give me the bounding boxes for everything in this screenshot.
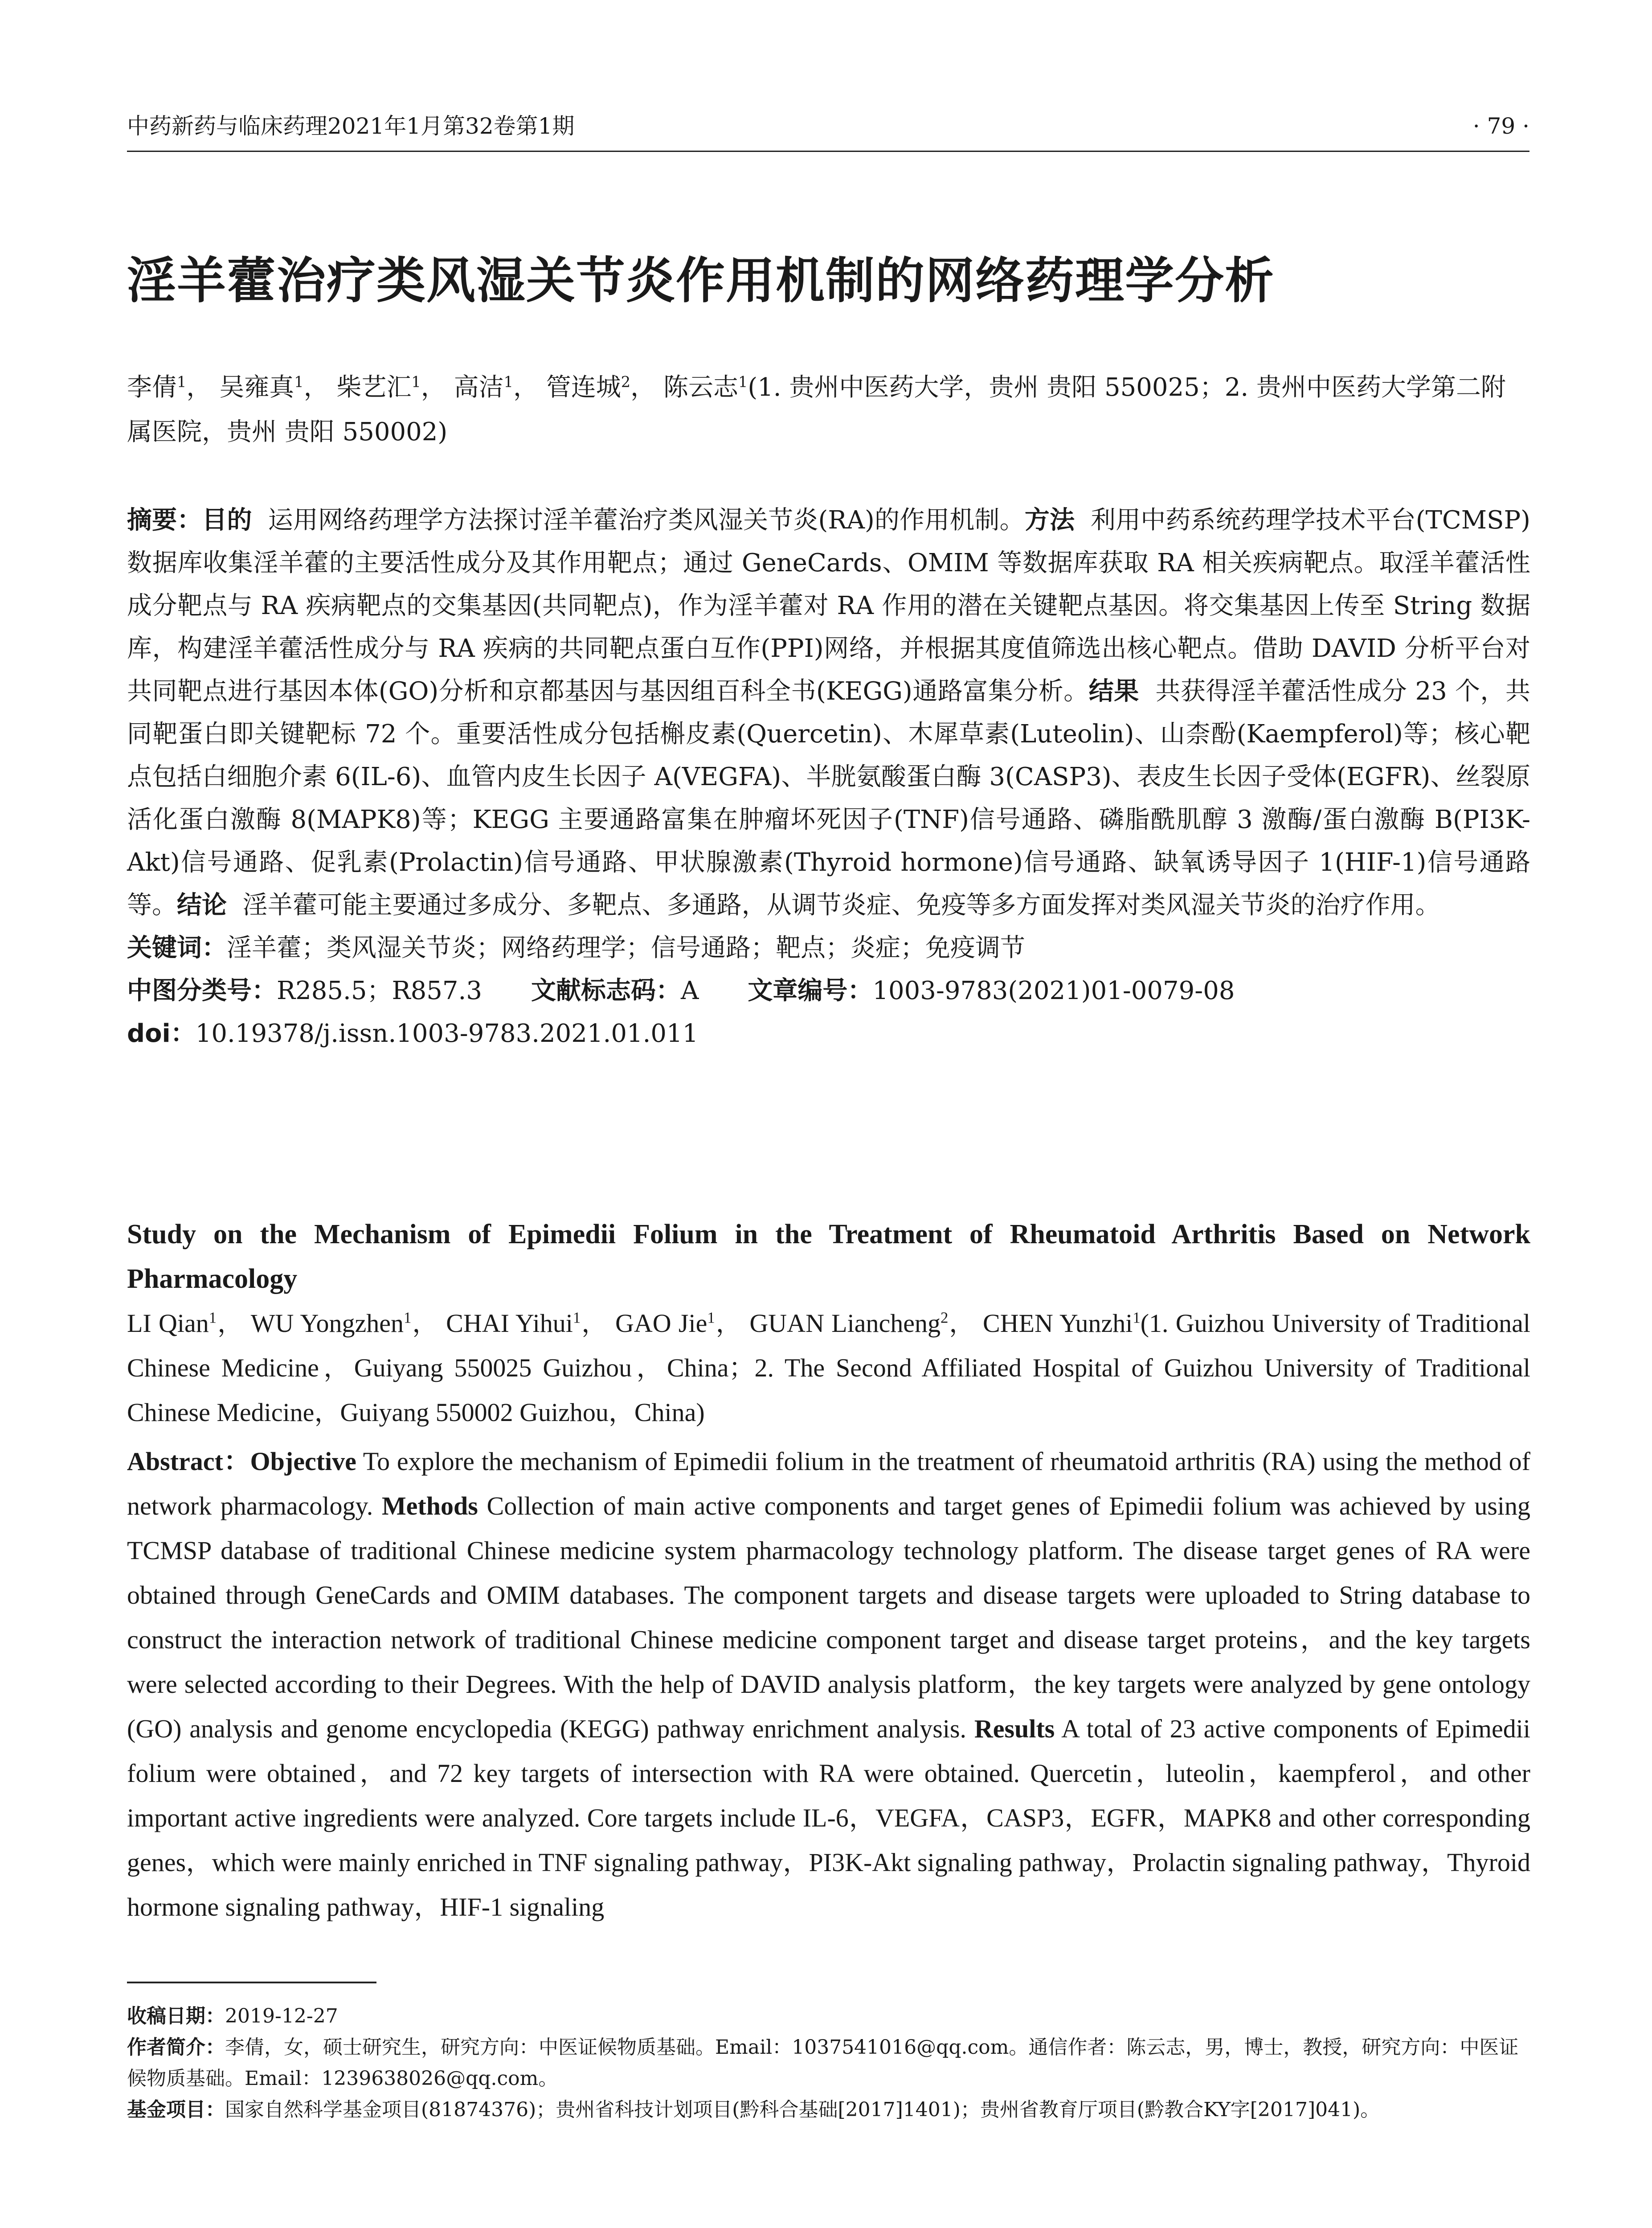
journal-issue: 中药新药与临床药理2021年1月第32卷第1期 xyxy=(127,113,575,139)
received-value: 2019-12-27 xyxy=(225,2005,338,2027)
chinese-title: 淫羊藿治疗类风湿关节炎作用机制的网络药理学分析 xyxy=(127,252,1275,309)
results-label: 结果 xyxy=(1088,677,1139,706)
en-author: LI Qian$^1$ xyxy=(127,1309,217,1338)
classification-line xyxy=(127,970,1530,1012)
en-author: WU Yongzhen$^1$ xyxy=(250,1309,412,1338)
en-results-text: A total of 23 active components of Epimedii folium were obtained，and 72 key targets of intersection with RA were obtained. Quercetin，luteolin，kaempferol，and other important active ingredients were analyzed. Core targets include IL-6，VEGFA，CASP3，EGFR，MAPK8 and other corresponding genes，which were mainly enriched in TNF signaling pathway，PI3K-Akt signaling pathway，Prolactin signaling pathway，Thyroid hormone signaling pathway，HIF-1 signaling xyxy=(127,1714,1531,1921)
english-authors: LI Qian$^1$， WU Yongzhen$^1$， CHAI Yihui$^1$， GAO Jie$^1$， GUAN Liancheng$^2$， CHEN Yunzhi$^1$(1. Guizhou University of Traditional Chinese Medicine，Guiyang 550025 Guizhou，China；2. The Second Affiliated Hospital of Guizhou University of Traditional Chinese Medicine，Guiyang 550002 Guizhou，China) xyxy=(127,1309,1530,1427)
cn-abstract-body xyxy=(127,499,1530,927)
en-methods-label: Methods xyxy=(381,1491,478,1520)
en-author: GUAN Liancheng$^2$ xyxy=(749,1309,949,1338)
methods-text: 利用中药系统药理学技术平台(TCMSP)数据库收集淫羊藿的主要活性成分及其作用靶点；通过 GeneCards、OMIM 等数据库获取 RA 相关疾病靶点。取淫羊藿活性成分靶点与 RA 疾病靶点的交集基因(共同靶点)，作为淫羊藿对 RA 作用的潜在关键靶点基因。将交集基因上传至 String 数据库，构建淫羊藿活性成分与 RA 疾病的共同靶点蛋白互作(PPI)网络，并根据其度值筛选出核心靶点。借助 DAVID 分析平台对共同靶点进行基因本体(GO)分析和京都基因与基因组百科全书(KEGG)通路富集分析。 xyxy=(127,506,1531,706)
en-affiliations: (1. Guizhou University of Traditional Chinese Medicine，Guiyang 550025 Guizhou，China；2. The Second Affiliated Hospital of Guizhou University of Traditional Chinese Medicine，Guiyang 550002 Guizhou，China) xyxy=(127,1309,1530,1427)
doi-value[interactable]: 10.19378/j.issn.1003-9783.2021.01.011 xyxy=(195,1019,699,1048)
en-author: GAO Jie$^1$ xyxy=(615,1309,715,1338)
running-header xyxy=(127,111,1529,142)
received-label: 收稿日期： xyxy=(127,2005,225,2027)
article-no-value: 1003-9783(2021)01-0079-08 xyxy=(872,976,1235,1005)
footnotes xyxy=(127,2001,1530,2126)
en-objective-text: To explore the mechanism of Epimedii folium in the treatment of rheumatoid arthritis (RA) using the method of network pharmacology. xyxy=(127,1447,1530,1520)
cn-author: 柴艺汇$^1$ xyxy=(336,373,421,402)
abstract-label: 摘要： xyxy=(127,506,202,535)
doi-line xyxy=(127,1012,1530,1055)
page-number: · 79 · xyxy=(1472,113,1529,139)
received-date xyxy=(127,2001,1530,2032)
conclusion-text: 淫羊藿可能主要通过多成分、多靶点、多通路，从调节炎症、免疫等多方面发挥对类风湿关节炎的治疗作用。 xyxy=(242,891,1440,920)
en-author: CHEN Yunzhi$^1$ xyxy=(983,1309,1141,1338)
header-divider xyxy=(127,151,1529,152)
keywords-text: 淫羊藿；类风湿关节炎；网络药理学；信号通路；靶点；炎症；免疫调节 xyxy=(227,934,1025,962)
cn-author: 陈云志$^1$ xyxy=(663,373,748,402)
doc-code-value: A xyxy=(680,976,699,1005)
methods-label: 方法 xyxy=(1024,506,1075,535)
author-info xyxy=(127,2032,1530,2094)
chinese-authors: 李倩$^1$， 吴雍真$^1$， 柴艺汇$^1$， 高洁$^1$， 管连城$^2$， 陈云志$^1$(1. 贵州中医药大学，贵州 贵阳 550025；2. 贵州中医药大学第二附属医院，贵州 贵阳 550002) xyxy=(127,373,1506,446)
author-info-text: 李倩，女，硕士研究生，研究方向：中医证候物质基础。Email：1037541016@qq.com。通信作者：陈云志，男，博士，教授，研究方向：中医证候物质基础。Email：1239638026@qq.com。 xyxy=(127,2036,1519,2090)
fund-text: 国家自然科学基金项目(81874376)；贵州省科技计划项目(黔科合基础[2017]1401)；贵州省教育厅项目(黔教合KY字[2017]041)。 xyxy=(225,2098,1380,2121)
cn-author: 李倩$^1$ xyxy=(127,373,187,402)
fund-label: 基金项目： xyxy=(127,2098,225,2121)
results-text: 共获得淫羊藿活性成分 23 个，共同靶蛋白即关键靶标 72 个。重要活性成分包括槲皮素(Quercetin)、木犀草素(Luteolin)、山柰酚(Kaempferol)等；核心靶点包括白细胞介素 6(IL-6)、血管内皮生长因子 A(VEGFA)、半胱氨酸蛋白酶 3(CASP3)、表皮生长因子受体(EGFR)、丝裂原活化蛋白激酶 8(MAPK8)等；KEGG 主要通路富集在肿瘤坏死因子(TNF)信号通路、磷脂酰肌醇 3 激酶/蛋白激酶 B(PI3K-Akt)信号通路、促乳素(Prolactin)信号通路、甲状腺激素(Thyroid hormone)信号通路、缺氧诱导因子 1(HIF-1)信号通路等。 xyxy=(127,677,1531,920)
article-no-label: 文章编号： xyxy=(748,976,873,1005)
objective-label: 目的 xyxy=(202,506,252,535)
chinese-abstract xyxy=(127,499,1530,1055)
en-objective-label: Objective xyxy=(250,1447,356,1476)
keywords-label: 关键词： xyxy=(127,934,227,962)
en-methods-text: Collection of main active components and target genes of Epimedii folium was achieved by using TCMSP database of traditional Chinese medicine system pharmacology technology platform. The disease target genes of RA were obtained through GeneCards and OMIM databases. The component targets and disease targets were uploaded to String database to construct the interaction network of traditional Chinese medicine component target and disease target proteins，and the key targets were selected according to their Degrees. With the help of DAVID analysis platform，the key targets were analyzed by gene ontology (GO) analysis and genome encyclopedia (KEGG) pathway enrichment analysis. xyxy=(127,1491,1531,1743)
cn-author: 高洁$^1$ xyxy=(454,373,513,402)
cn-author: 管连城$^2$ xyxy=(546,373,631,402)
author-info-label: 作者简介： xyxy=(127,2036,225,2059)
doi-label: doi： xyxy=(127,1019,196,1048)
doc-code-label: 文献标志码： xyxy=(531,976,681,1005)
english-title: Study on the Mechanism of Epimedii Folium in the Treatment of Rheumatoid Arthritis Based on Network Pharmacology xyxy=(127,1219,1530,1294)
clc-label: 中图分类号： xyxy=(127,976,277,1005)
objective-text: 运用网络药理学方法探讨淫羊藿治疗类风湿关节炎(RA)的作用机制。 xyxy=(268,506,1025,535)
cn-author: 吴雍真$^1$ xyxy=(219,373,304,402)
footnote-divider xyxy=(127,1982,376,1983)
conclusion-label: 结论 xyxy=(177,891,227,920)
cn-affiliations: (1. 贵州中医药大学，贵州 贵阳 550025；2. 贵州中医药大学第二附属医院，贵州 贵阳 550002) xyxy=(127,373,1506,446)
en-results-label: Results xyxy=(974,1714,1055,1743)
en-abstract-label: Abstract： xyxy=(127,1447,250,1476)
en-author: CHAI Yihui$^1$ xyxy=(446,1309,581,1338)
fund-info xyxy=(127,2094,1530,2126)
keywords-line xyxy=(127,927,1530,970)
english-abstract xyxy=(127,1439,1530,1929)
clc-value: R285.5；R857.3 xyxy=(277,976,482,1005)
